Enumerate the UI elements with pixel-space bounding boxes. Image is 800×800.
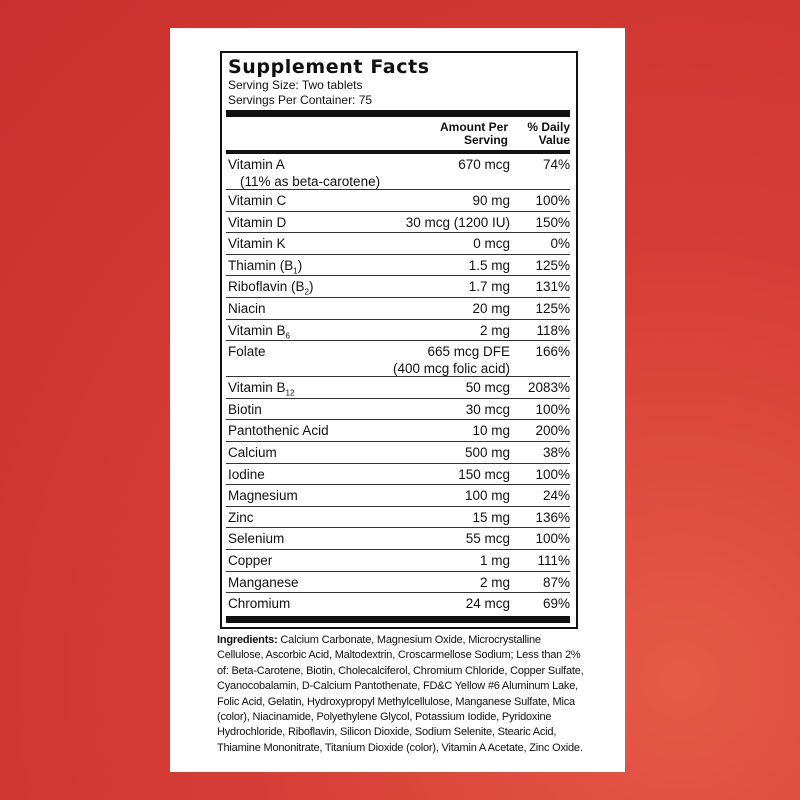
nutrient-amount: 500 mg: [464, 444, 510, 460]
nutrient-daily-value: 118%: [536, 322, 570, 338]
nutrient-amount: 2 mg: [479, 322, 510, 338]
nutrient-row: [226, 341, 570, 377]
nutrient-daily-value: 87%: [542, 574, 570, 590]
nutrient-row: [226, 550, 570, 572]
serving-size: Serving Size: Two tablets: [228, 78, 363, 92]
nutrient-amount: 1.7 mg: [468, 279, 510, 295]
nutrient-amount: 670 mcg: [458, 157, 510, 172]
nutrient-name: Copper: [228, 552, 273, 568]
nutrient-amount-note: (400 mcg folic acid): [392, 361, 510, 377]
nutrient-row: [226, 320, 570, 342]
nutrient-daily-value: 0%: [550, 236, 570, 252]
nutrient-daily-value: 200%: [535, 423, 570, 439]
nutrient-name: Riboflavin $(B_2)$: [228, 279, 314, 298]
nutrient-daily-value: 111%: [537, 552, 570, 568]
daily-value-header: % Daily Value: [527, 120, 570, 147]
nutrient-daily-value: 131%: [535, 279, 570, 295]
nutrient-daily-value: 166%: [535, 344, 570, 360]
nutrient-amount: 1.5 mg: [468, 257, 510, 273]
nutrient-amount: 20 mg: [472, 300, 510, 316]
ingredients-text: [217, 633, 585, 756]
nutrient-name: Pantothenic Acid: [228, 423, 329, 439]
nutrient-row: [226, 420, 570, 442]
nutrient-name: Zinc: [228, 509, 254, 525]
nutrient-amount: 100 mg: [464, 488, 510, 504]
nutrient-daily-value: 125%: [535, 300, 570, 316]
nutrient-name-note: (11% as beta-carotene): [240, 174, 381, 189]
nutrient-daily-value: 38%: [542, 444, 570, 460]
nutrient-name: Vitamin A (11% as beta-carotene): [226, 156, 458, 190]
nutrient-daily-value: 69%: [542, 596, 570, 612]
nutrient-daily-value: 125%: [535, 257, 570, 273]
thick-divider: [226, 110, 570, 117]
nutrient-amount: 50 mcg: [465, 380, 510, 396]
nutrient-row: [226, 507, 570, 529]
nutrient-amount: 0 mcg: [473, 236, 510, 252]
nutrient-name: Vitamin $B_{12}$: [228, 380, 295, 398]
nutrient-daily-value: 100%: [535, 531, 570, 547]
nutrient-amount: 30 mcg: [465, 401, 510, 417]
nutrient-name: Thiamin $(B_1)$: [228, 257, 303, 276]
nutrient-row: [226, 593, 570, 615]
nutrient-row: [226, 485, 570, 507]
nutrient-name: Vitamin C: [228, 193, 287, 208]
nutrient-row: [226, 276, 570, 298]
nutrient-amount: 24 mcg: [465, 596, 510, 612]
nutrient-amount: 665 mcg DFE (400 mcg folic acid): [392, 344, 510, 377]
nutrient-amount: 90 mg: [472, 193, 510, 208]
nutrient-daily-value: 100%: [535, 401, 570, 417]
bottom-divider: [226, 616, 570, 623]
nutrient-row: [226, 212, 570, 234]
nutrient-row: [226, 255, 570, 277]
nutrient-name: Iodine: [228, 466, 265, 482]
nutrient-row: [226, 442, 570, 464]
nutrient-amount: 55 mcg: [465, 531, 510, 547]
ingredients-label: Ingredients:: [217, 634, 278, 646]
amount-header: Amount Per Serving: [439, 120, 508, 147]
nutrient-daily-value: 150%: [535, 214, 570, 230]
nutrient-amount: 150 mcg: [458, 466, 510, 482]
nutrient-row: [226, 464, 570, 486]
nutrient-row: [226, 190, 570, 212]
nutrient-row: [226, 154, 570, 190]
nutrient-row: [226, 377, 570, 399]
nutrient-daily-value: 136%: [535, 509, 570, 525]
nutrient-amount: 1 mg: [479, 552, 510, 568]
nutrient-name: Magnesium: [228, 488, 298, 504]
nutrient-amount: 10 mg: [472, 423, 510, 439]
nutrient-row: [226, 528, 570, 550]
nutrient-row: [226, 298, 570, 320]
nutrient-name: Vitamin $B_6$: [228, 322, 290, 341]
nutrient-daily-value: 100%: [535, 193, 570, 208]
label-card: [170, 28, 625, 772]
nutrient-name: Vitamin K: [228, 236, 286, 252]
nutrient-name: Calcium: [228, 444, 277, 460]
panel-title: Supplement Facts: [228, 56, 430, 78]
nutrient-list: [226, 154, 570, 615]
nutrient-name: Folate: [228, 344, 266, 360]
supplement-facts-panel: [220, 51, 578, 629]
nutrient-row: [226, 233, 570, 255]
column-header: [226, 117, 570, 150]
nutrient-daily-value: 74%: [542, 157, 570, 172]
ingredients-list: Calcium Carbonate, Magnesium Oxide, Microcrystalline Cellulose, Ascorbic Acid, Maltodextrin, Croscarmellose Sodium; Less than 2% of: Beta-Carotene, Biotin, Cholecalciferol, Chromium Chloride, Copper Sulfate, Cyanocobalamin, D-Calcium Pantothenate, FD&C Yellow #6 Aluminum Lake, Folic Acid, Gelatin, Hydroxypropyl Methylcellulose, Manganese Sulfate, Mica (color), Niacinamide, Polyethylene Glycol, Potassium Iodide, Pyridoxine Hydrochloride, Riboflavin, Silicon Dioxide, Sodium Selenite, Stearic Acid, Thiamine Mononitrate, Titanium Dioxide (color), Vitamin A Acetate, Zinc Oxide.: [217, 634, 584, 754]
nutrient-daily-value: 2083%: [527, 380, 570, 396]
nutrient-daily-value: 24%: [542, 488, 570, 504]
nutrient-amount: 2 mg: [479, 574, 510, 590]
nutrient-daily-value: 100%: [535, 466, 570, 482]
nutrient-amount: 15 mg: [472, 509, 510, 525]
nutrient-name: Vitamin D: [228, 214, 287, 230]
nutrient-row: [226, 399, 570, 421]
nutrient-amount: 30 mcg (1200 IU): [405, 214, 510, 230]
nutrient-name: Niacin: [228, 300, 266, 316]
nutrient-name: Biotin: [228, 401, 262, 417]
servings-per-container: Servings Per Container: 75: [228, 93, 373, 107]
nutrient-name: Selenium: [228, 531, 285, 547]
nutrient-row: [226, 572, 570, 594]
nutrient-name: Manganese: [228, 574, 299, 590]
nutrient-name: Chromium: [228, 596, 291, 612]
